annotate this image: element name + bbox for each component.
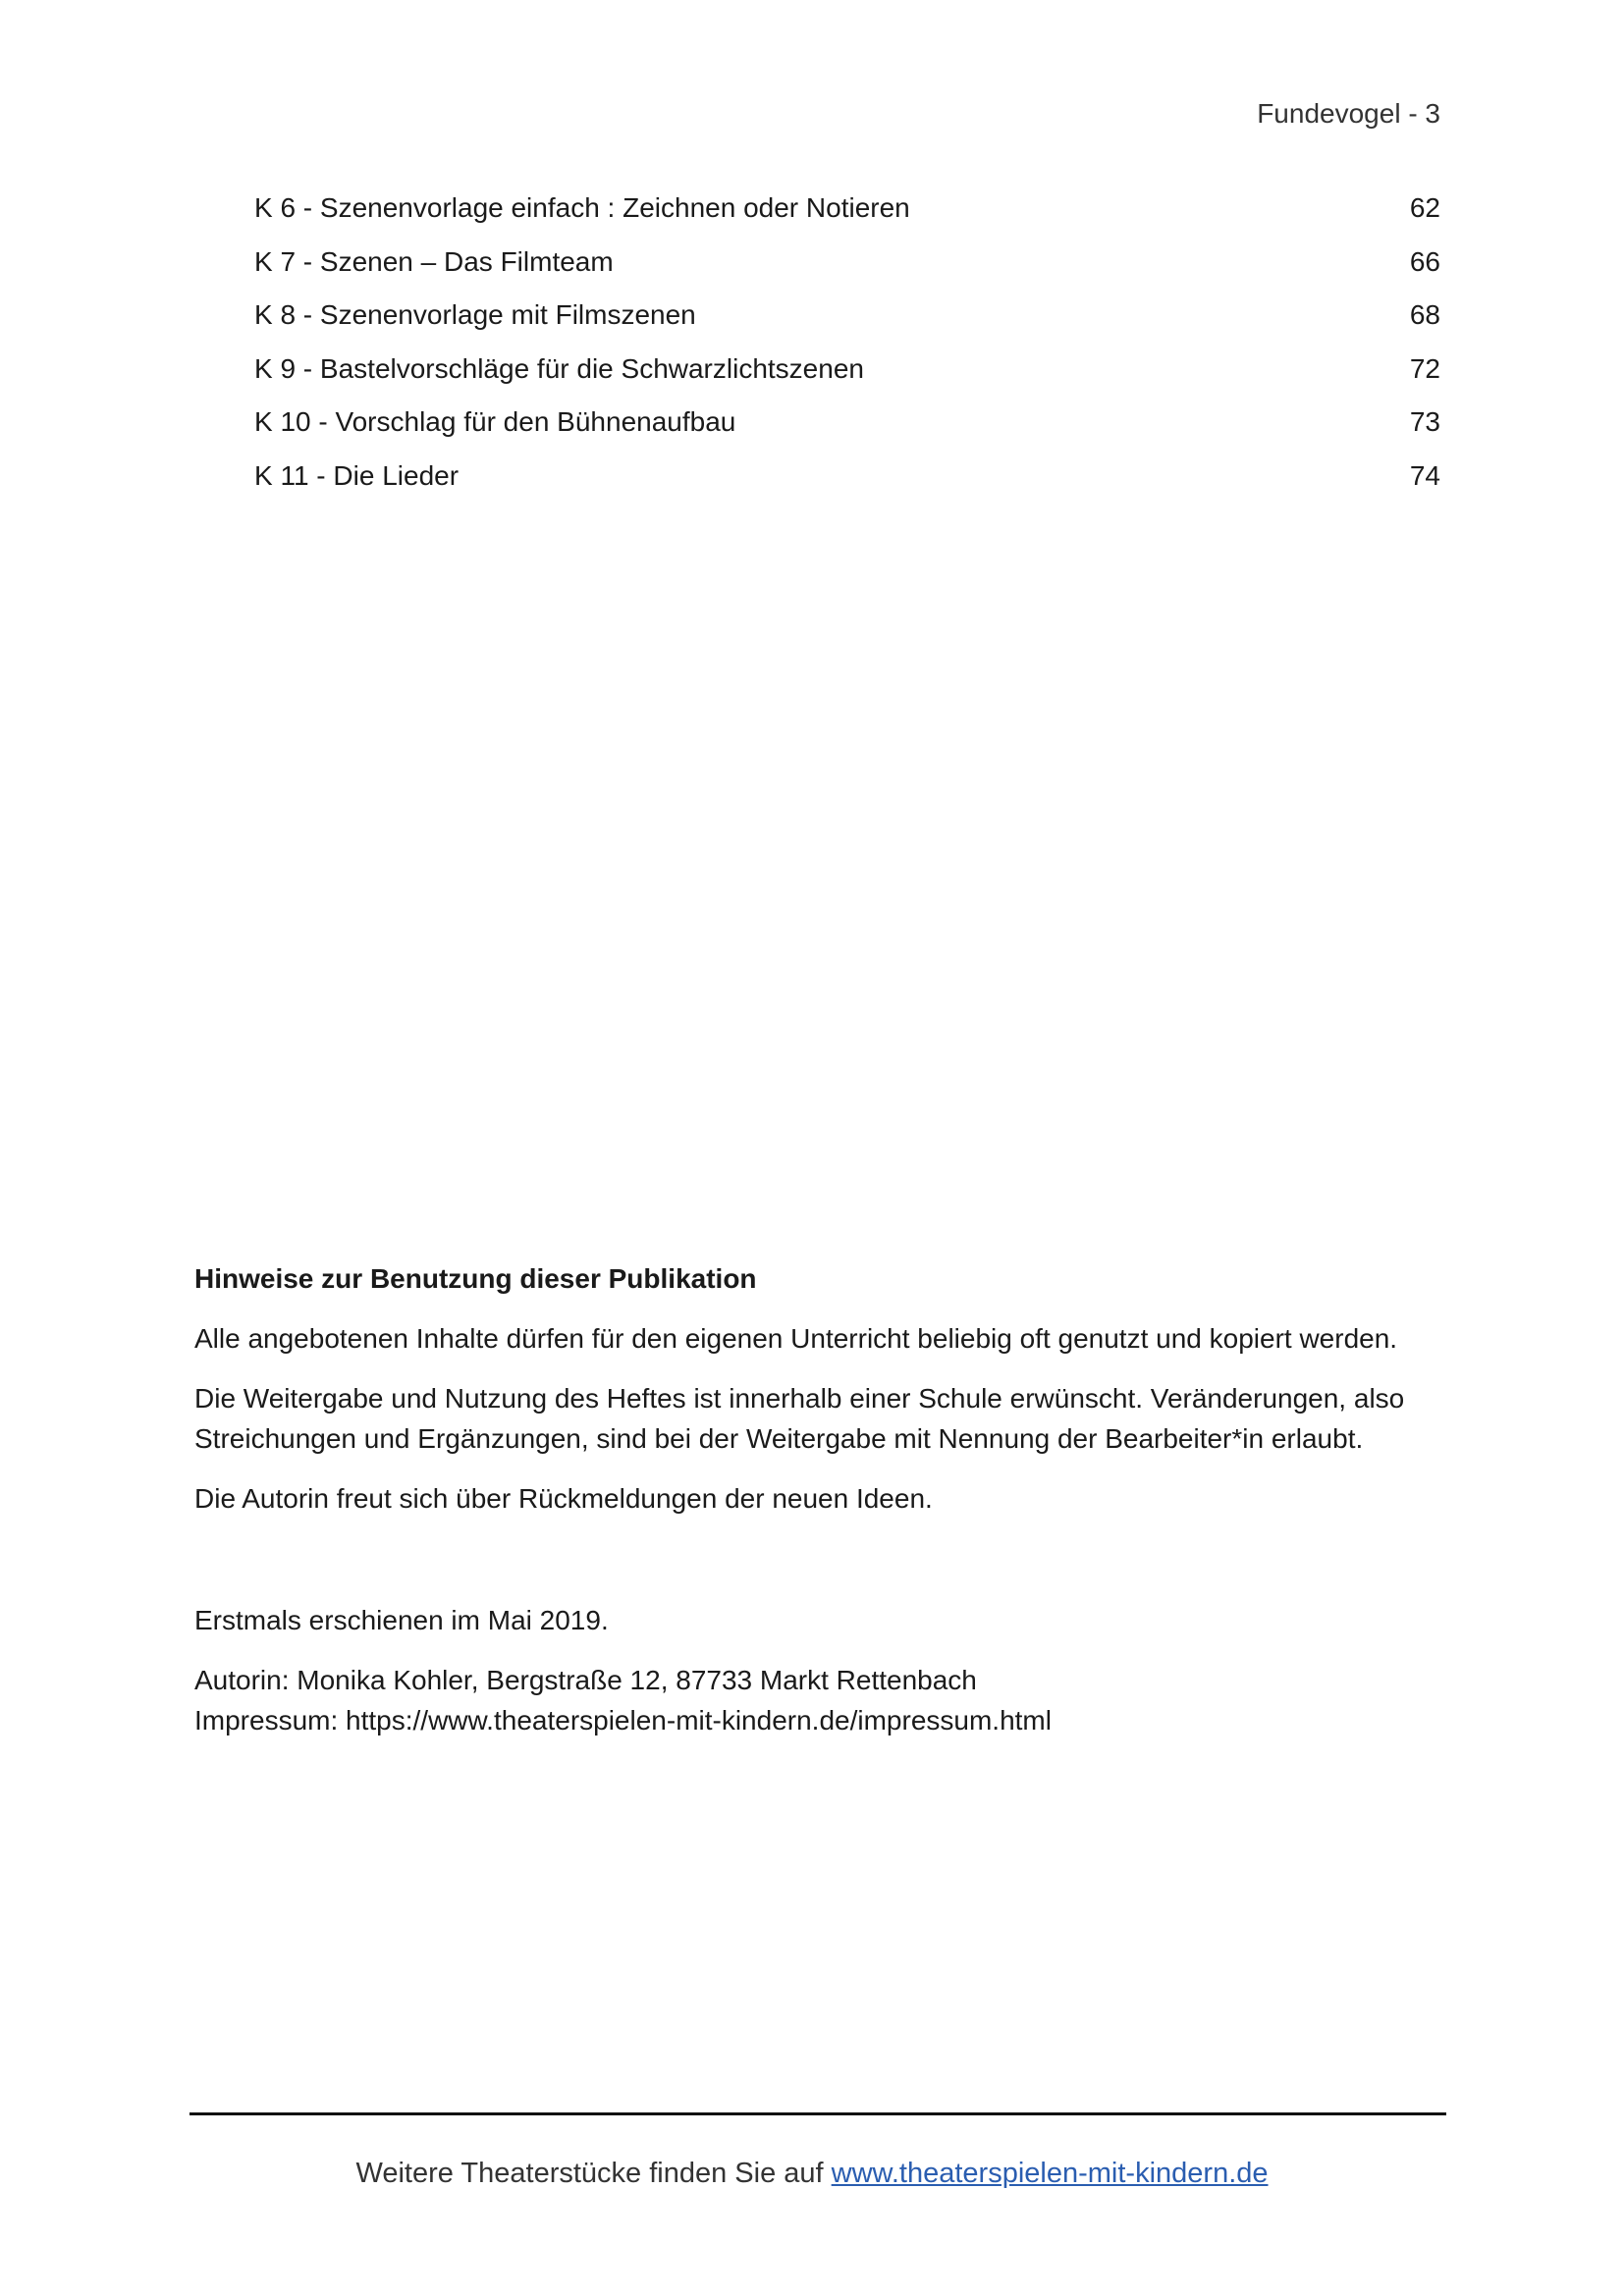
publication-date: Erstmals erschienen im Mai 2019.	[194, 1605, 609, 1635]
usage-notes-paragraph-2: Die Weitergabe und Nutzung des Heftes ist innerhalb einer Schule erwünscht. Veränderungen, also Streichungen und Ergänzungen, sind bei der Weitergabe mit Nennung der Bearbeiter*in erlaubt.	[194, 1383, 1405, 1454]
running-header: Fundevogel - 3	[1257, 98, 1440, 129]
usage-notes-paragraph-3: Die Autorin freut sich über Rückmeldungen der neuen Ideen.	[194, 1483, 933, 1514]
usage-notes-section	[194, 1258, 1441, 1760]
impressum-line: Impressum: https://www.theaterspielen-mit-kindern.de/impressum.html	[194, 1705, 1052, 1735]
toc-entry	[254, 246, 1440, 300]
author-address: Autorin: Monika Kohler, Bergstraße 12, 87733 Markt Rettenbach	[194, 1665, 977, 1695]
toc-entry	[254, 192, 1440, 246]
toc-entry-title: K 11 - Die Lieder	[254, 459, 460, 491]
toc-entry-page: 62	[1409, 192, 1440, 223]
footer-text: Weitere Theaterstücke finden Sie auf	[355, 2158, 832, 2189]
toc-entry-page: 68	[1409, 299, 1440, 331]
toc-entry	[254, 406, 1440, 460]
toc-entry	[254, 299, 1440, 353]
toc-entry-page: 74	[1409, 459, 1440, 491]
section-spacer	[194, 1538, 1441, 1600]
toc-entry-title: K 7 - Szenen – Das Filmteam	[254, 245, 614, 277]
footer-website-link[interactable]: www.theaterspielen-mit-kindern.de	[831, 2158, 1269, 2189]
toc-entry-title: K 6 - Szenenvorlage einfach : Zeichnen oder Notieren	[254, 192, 910, 223]
toc-entry-page: 73	[1409, 406, 1440, 438]
toc-entry-title: K 8 - Szenenvorlage mit Filmszenen	[254, 299, 696, 331]
toc-entry-page: 66	[1409, 245, 1440, 277]
page-footer	[0, 2158, 1624, 2190]
footer-divider	[189, 2112, 1446, 2115]
usage-notes-paragraph-1: Alle angebotenen Inhalte dürfen für den eigenen Unterricht beliebig oft genutzt und kopiert werden.	[194, 1323, 1398, 1354]
author-block	[194, 1660, 1441, 1740]
toc-entry	[254, 353, 1440, 407]
toc-entry-page: 72	[1409, 352, 1440, 384]
toc-entry-title: K 10 - Vorschlag für den Bühnenaufbau	[254, 406, 736, 438]
table-of-contents	[254, 192, 1440, 514]
usage-notes-heading: Hinweise zur Benutzung dieser Publikation	[194, 1263, 757, 1294]
toc-entry-title: K 9 - Bastelvorschläge für die Schwarzlichtszenen	[254, 352, 864, 384]
toc-entry	[254, 460, 1440, 514]
